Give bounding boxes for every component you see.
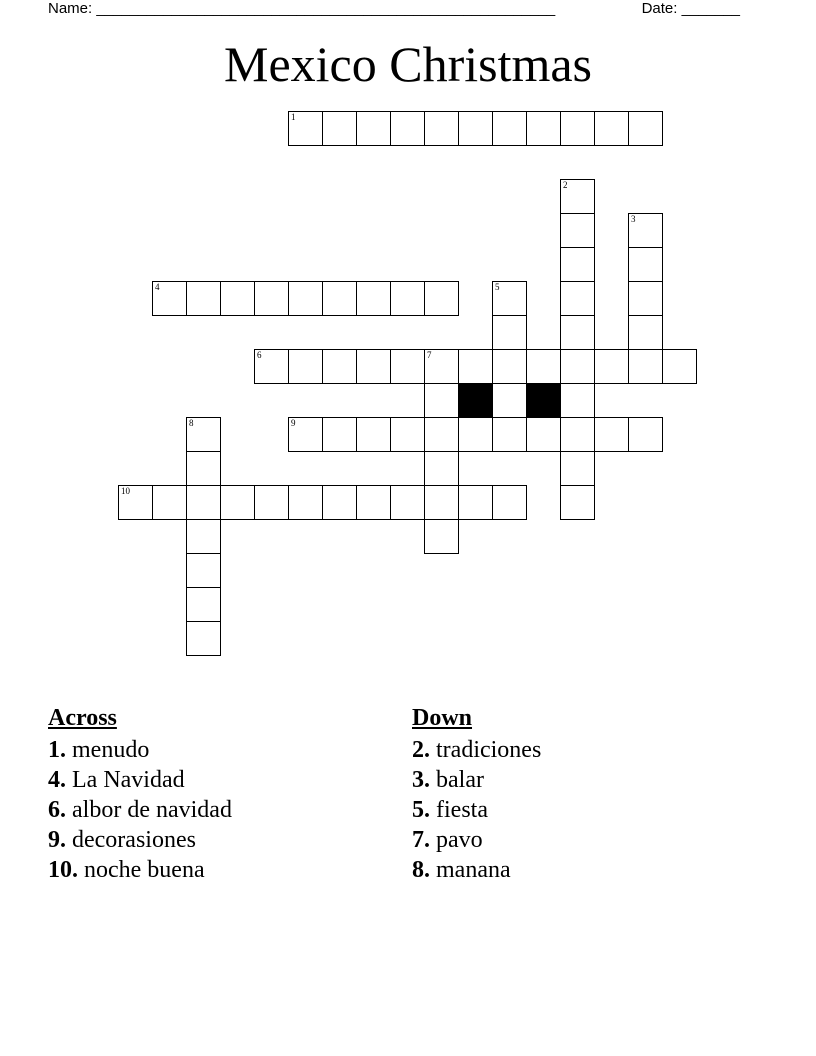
crossword-cell[interactable]	[118, 485, 153, 520]
crossword-cell[interactable]	[186, 587, 221, 622]
crossword-cell[interactable]	[186, 281, 221, 316]
black-cell	[458, 383, 493, 418]
crossword-cell[interactable]	[254, 485, 289, 520]
clue-text: decorasiones	[72, 827, 196, 853]
crossword-cell[interactable]	[424, 485, 459, 520]
crossword-cell[interactable]	[560, 417, 595, 452]
across-clue	[48, 855, 232, 885]
crossword-cell[interactable]	[322, 417, 357, 452]
crossword-cell[interactable]	[560, 315, 595, 350]
crossword-cell[interactable]	[390, 349, 425, 384]
crossword-cell[interactable]	[628, 349, 663, 384]
crossword-cell[interactable]	[186, 485, 221, 520]
crossword-cell[interactable]	[220, 485, 255, 520]
crossword-cell[interactable]	[560, 179, 595, 214]
clue-text: fiesta	[436, 797, 488, 823]
clue-number: 1	[291, 112, 296, 122]
crossword-cell[interactable]	[356, 281, 391, 316]
crossword-cell[interactable]	[254, 349, 289, 384]
across-clue	[48, 795, 232, 825]
crossword-cell[interactable]	[390, 485, 425, 520]
crossword-cell[interactable]	[356, 417, 391, 452]
crossword-cell[interactable]	[424, 111, 459, 146]
crossword-cell[interactable]	[152, 485, 187, 520]
crossword-cell[interactable]	[322, 281, 357, 316]
crossword-cell[interactable]	[628, 281, 663, 316]
clue-number: 3	[631, 214, 636, 224]
crossword-cell[interactable]	[526, 417, 561, 452]
clue-number-label: 6.	[48, 797, 66, 823]
clue-number: 5	[495, 282, 500, 292]
clue-text: menudo	[72, 737, 150, 763]
crossword-cell[interactable]	[424, 383, 459, 418]
crossword-cell[interactable]	[288, 485, 323, 520]
across-clue	[48, 825, 232, 855]
clue-number: 6	[257, 350, 262, 360]
clue-number-label: 4.	[48, 767, 66, 793]
crossword-cell[interactable]	[186, 451, 221, 486]
down-clue	[412, 795, 541, 825]
crossword-cell[interactable]	[288, 349, 323, 384]
clue-number-label: 9.	[48, 827, 66, 853]
clue-number: 2	[563, 180, 568, 190]
clue-text: albor de navidad	[72, 797, 232, 823]
crossword-cell[interactable]	[492, 485, 527, 520]
clue-number-label: 2.	[412, 737, 430, 763]
crossword-cell[interactable]	[628, 213, 663, 248]
clue-number: 8	[189, 418, 194, 428]
down-clue	[412, 855, 541, 885]
crossword-cell[interactable]	[492, 417, 527, 452]
clue-number-label: 8.	[412, 857, 430, 883]
crossword-cell[interactable]	[322, 349, 357, 384]
across-heading: Across	[48, 705, 117, 731]
crossword-cell[interactable]	[288, 417, 323, 452]
crossword-cell[interactable]	[492, 281, 527, 316]
down-clue-list	[412, 735, 541, 885]
date-field[interactable]: Date: _______	[641, 0, 740, 17]
clue-text: balar	[436, 767, 484, 793]
crossword-cell[interactable]	[186, 621, 221, 656]
crossword-cell[interactable]	[186, 553, 221, 588]
crossword-cell[interactable]	[424, 417, 459, 452]
crossword-cell[interactable]	[390, 281, 425, 316]
crossword-cell[interactable]	[560, 111, 595, 146]
across-clues	[48, 703, 232, 885]
clue-number: 10	[121, 486, 130, 496]
crossword-cell[interactable]	[560, 213, 595, 248]
clue-text: tradiciones	[436, 737, 542, 763]
crossword-cell[interactable]	[322, 111, 357, 146]
crossword-cell[interactable]	[560, 247, 595, 282]
crossword-cell[interactable]	[254, 281, 289, 316]
black-cell	[526, 383, 561, 418]
crossword-cell[interactable]	[458, 111, 493, 146]
down-clue	[412, 765, 541, 795]
down-clues	[412, 703, 541, 885]
crossword-cell[interactable]	[458, 485, 493, 520]
crossword-cell[interactable]	[288, 281, 323, 316]
crossword-cell[interactable]	[220, 281, 255, 316]
down-heading: Down	[412, 705, 473, 731]
across-clue-list	[48, 735, 232, 885]
crossword-cell[interactable]	[186, 417, 221, 452]
crossword-cell[interactable]	[662, 349, 697, 384]
crossword-cell[interactable]	[356, 349, 391, 384]
crossword-cell[interactable]	[526, 111, 561, 146]
crossword-cell[interactable]	[628, 315, 663, 350]
crossword-cell[interactable]	[560, 485, 595, 520]
down-clue	[412, 825, 541, 855]
crossword-cell[interactable]	[424, 519, 459, 554]
crossword-cell[interactable]	[424, 349, 459, 384]
clue-number-label: 1.	[48, 737, 66, 763]
crossword-cell[interactable]	[458, 349, 493, 384]
clue-number: 9	[291, 418, 296, 428]
crossword-cell[interactable]	[492, 315, 527, 350]
crossword-cell[interactable]	[628, 247, 663, 282]
clue-number-label: 3.	[412, 767, 430, 793]
crossword-cell[interactable]	[390, 111, 425, 146]
crossword-cell[interactable]	[186, 519, 221, 554]
crossword-cell[interactable]	[492, 383, 527, 418]
crossword-cell[interactable]	[152, 281, 187, 316]
across-clue	[48, 735, 232, 765]
crossword-cell[interactable]	[594, 349, 629, 384]
crossword-cell[interactable]	[628, 417, 663, 452]
clue-text: La Navidad	[72, 767, 185, 793]
across-clue	[48, 765, 232, 795]
name-field[interactable]: Name: _______________________________________________________	[48, 0, 556, 17]
clue-text: pavo	[436, 827, 483, 853]
clue-number: 4	[155, 282, 160, 292]
crossword-cell[interactable]	[560, 383, 595, 418]
clue-text: manana	[436, 857, 511, 883]
crossword-cell[interactable]	[356, 485, 391, 520]
clue-number-label: 7.	[412, 827, 430, 853]
crossword-cell[interactable]	[492, 111, 527, 146]
crossword-cell[interactable]	[560, 451, 595, 486]
crossword-cell[interactable]	[458, 417, 493, 452]
crossword-cell[interactable]	[560, 349, 595, 384]
crossword-cell[interactable]	[424, 281, 459, 316]
down-clue	[412, 735, 541, 765]
crossword-cell[interactable]	[594, 417, 629, 452]
clue-number-label: 10.	[48, 857, 78, 883]
crossword-cell[interactable]	[390, 417, 425, 452]
crossword-cell[interactable]	[526, 349, 561, 384]
clue-number-label: 5.	[412, 797, 430, 823]
crossword-cell[interactable]	[356, 111, 391, 146]
clue-number: 7	[427, 350, 432, 360]
crossword-cell[interactable]	[288, 111, 323, 146]
crossword-cell[interactable]	[322, 485, 357, 520]
page-title: Mexico Christmas	[223, 36, 593, 92]
crossword-cell[interactable]	[424, 451, 459, 486]
clue-text: noche buena	[84, 857, 205, 883]
crossword-cell[interactable]	[594, 111, 629, 146]
crossword-cell[interactable]	[492, 349, 527, 384]
crossword-cell[interactable]	[628, 111, 663, 146]
crossword-cell[interactable]	[560, 281, 595, 316]
